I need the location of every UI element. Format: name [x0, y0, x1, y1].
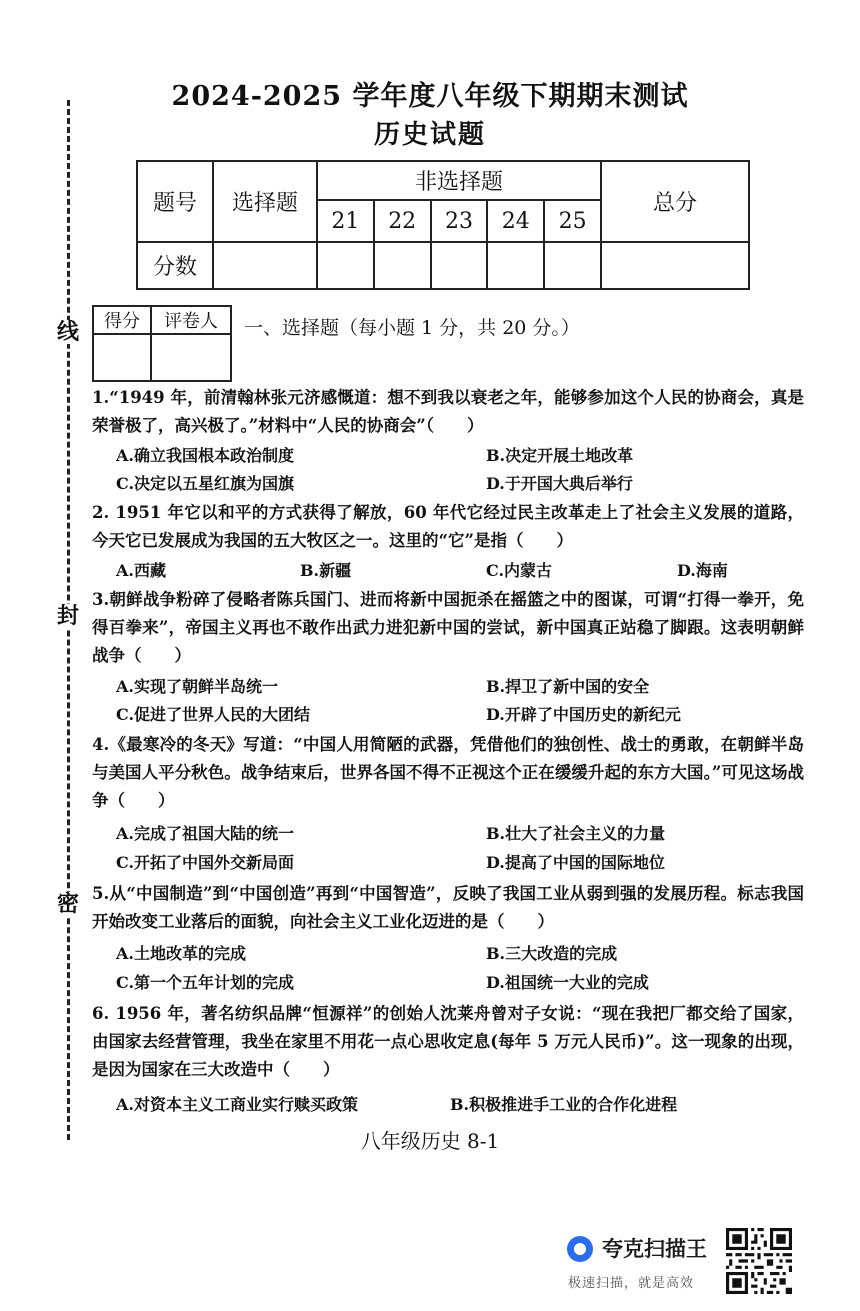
grader-name-cell — [151, 334, 231, 381]
question-5-option-d: D.祖国统一大业的完成 — [486, 973, 649, 992]
grader-score-cell — [93, 334, 151, 381]
score-table — [136, 160, 750, 290]
grader-name-label: 评卷人 — [151, 306, 231, 334]
question-2-option-c: C.内蒙古 — [486, 561, 553, 580]
question-3-stem: 3.朝鲜战争粉碎了侵略者陈兵国门、进而将新中国扼杀在摇篮之中的图谋，可谓“打得一拳开，免得百拳来”，帝国主义再也不敢作出武力进犯新中国的尝试，新中国真正站稳了脚跟。这表明朝鲜战争（ ） — [92, 590, 804, 665]
question-3-option-a: A.实现了朝鲜半岛统一 — [116, 677, 278, 696]
scanner-slogan: 极速扫描，就是高效 — [568, 1276, 695, 1291]
score-cell-total — [601, 242, 749, 289]
exam-title: 2024-2025 学年度八年级下期期末测试 — [171, 81, 689, 112]
question-3-option-c: C.促进了世界人民的大团结 — [116, 705, 311, 724]
question-4-option-b: B.壮大了社会主义的力量 — [486, 824, 666, 843]
page-footer: 八年级历史 8-1 — [360, 1129, 500, 1153]
question-6-option-b: B.积极推进手工业的合作化进程 — [450, 1095, 678, 1114]
question-6-stem: 6. 1956 年，著名纺织品牌“恒源祥”的创始人沈莱舟曾对子女说：“现在我把厂都交给了国家，由国家去经营管理，我坐在家里不用花一点心思收定息(每年 5 万元人民币)”。这一现象的出现，是因为国家在三大改造中（ ） — [92, 1004, 804, 1079]
score-table-q21: 21 — [317, 200, 374, 242]
score-cell-q23 — [431, 242, 488, 289]
grader-box — [92, 305, 232, 382]
question-2-option-b: B.新疆 — [300, 561, 352, 580]
score-cell-q24 — [487, 242, 544, 289]
question-1-option-b: B.决定开展土地改革 — [486, 446, 634, 465]
scanner-app-name: 夸克扫描王 — [602, 1237, 707, 1261]
score-table-total-header: 总分 — [601, 161, 749, 242]
section-heading: 一、选择题（每小题 1 分，共 20 分。） — [244, 317, 580, 339]
scanner-logo-icon — [567, 1236, 593, 1262]
question-1-option-d: D.于开国大典后举行 — [486, 474, 633, 493]
qr-code-icon — [726, 1228, 792, 1294]
score-table-q24: 24 — [487, 200, 544, 242]
question-5-option-b: B.三大改造的完成 — [486, 944, 618, 963]
score-table-q23: 23 — [431, 200, 488, 242]
question-4-option-d: D.提高了中国的国际地位 — [486, 853, 665, 872]
question-4-option-c: C.开拓了中国外交新局面 — [116, 853, 295, 872]
binding-char-seal: 封 — [56, 603, 79, 629]
binding-char-line: 线 — [56, 319, 79, 345]
question-3-option-b: B.捍卫了新中国的安全 — [486, 677, 650, 696]
question-5-stem: 5.从“中国制造”到“中国创造”再到“中国智造”，反映了我国工业从弱到强的发展历程。标志我国开始改变工业落后的面貌，向社会主义工业化迈进的是（ ） — [92, 884, 804, 931]
question-1-option-c: C.决定以五星红旗为国旗 — [116, 474, 295, 493]
question-1-option-a: A.确立我国根本政治制度 — [116, 446, 294, 465]
question-2-option-a: A.西藏 — [116, 561, 166, 580]
question-2-stem: 2. 1951 年它以和平的方式获得了解放，60 年代它经过民主改革走上了社会主义发展的道路，今天它已发展成为我国的五大牧区之一。这里的“它”是指（ ） — [92, 503, 804, 550]
score-cell-q22 — [374, 242, 431, 289]
score-table-question-header: 题号 — [137, 161, 213, 242]
score-table-nonchoice-header: 非选择题 — [317, 161, 601, 200]
score-cell-q21 — [317, 242, 374, 289]
score-table-q22: 22 — [374, 200, 431, 242]
binding-char-secret: 密 — [56, 891, 79, 917]
question-4-stem: 4.《最寒冷的冬天》写道：“中国人用简陋的武器，凭借他们的独创性、战士的勇敢，在朝鲜半岛与美国人平分秋色。战争结束后，世界各国不得不正视这个正在缓缓升起的东方大国。”可见这场战争（ ） — [92, 735, 804, 810]
question-5-option-c: C.第一个五年计划的完成 — [116, 973, 295, 992]
question-4-option-a: A.完成了祖国大陆的统一 — [116, 824, 294, 843]
question-3-option-d: D.开辟了中国历史的新纪元 — [486, 705, 681, 724]
question-5-option-a: A.土地改革的完成 — [116, 944, 246, 963]
score-table-q25: 25 — [544, 200, 601, 242]
score-table-score-row-label: 分数 — [137, 242, 213, 289]
score-cell-choice — [213, 242, 317, 289]
question-1-stem: 1.“1949 年，前清翰林张元济感慨道：想不到我以衰老之年，能够参加这个人民的协商会，真是荣誉极了，高兴极了。”材料中“人民的协商会”（ ） — [92, 388, 804, 435]
question-6-option-a: A.对资本主义工商业实行赎买政策 — [116, 1095, 358, 1114]
score-cell-q25 — [544, 242, 601, 289]
question-2-option-d: D.海南 — [677, 561, 728, 580]
score-table-choice-header: 选择题 — [213, 161, 317, 242]
grader-score-label: 得分 — [93, 306, 151, 334]
exam-subtitle: 历史试题 — [373, 120, 486, 150]
